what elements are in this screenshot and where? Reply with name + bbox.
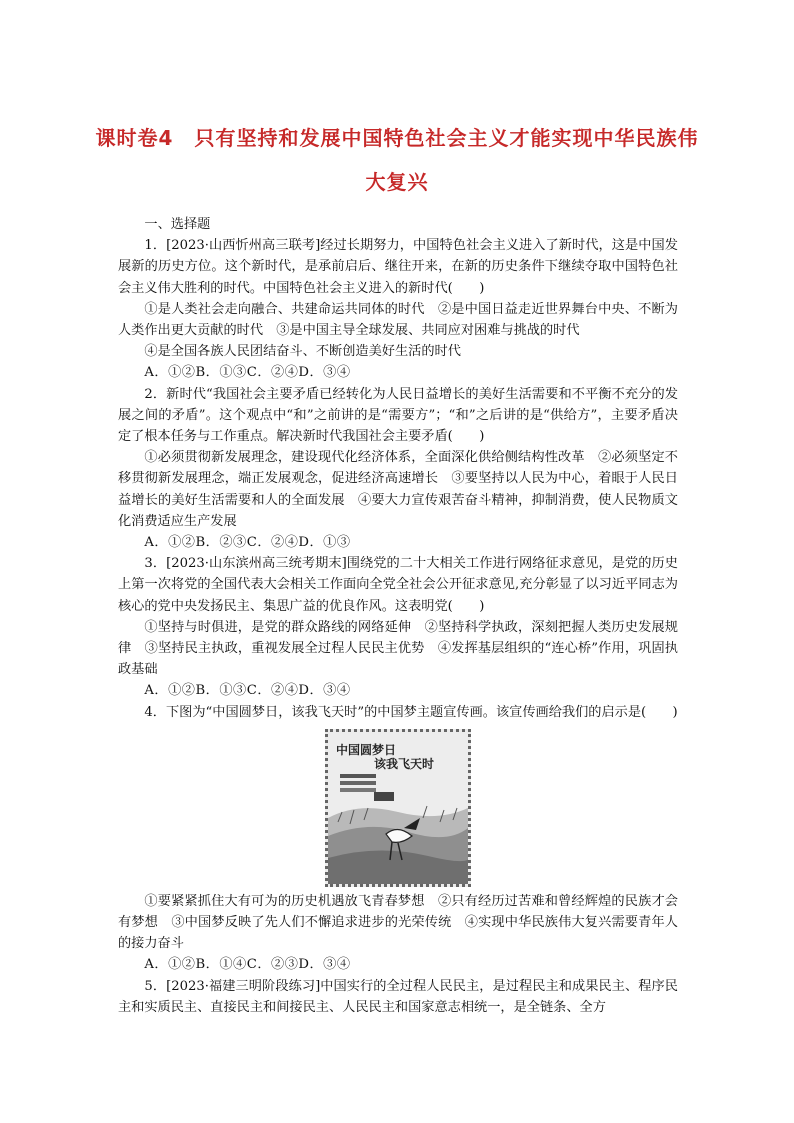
poster-text-line2: 该我飞天时 [374, 756, 435, 771]
question-3-options: A．①②B．①③C．②④D．③④ [144, 683, 351, 699]
propaganda-poster-image [325, 729, 471, 887]
question-1-options: A．①②B．①③C．②④D．③④ [144, 365, 351, 381]
question-4-items: ①要紧紧抓住大有可为的历史机遇放飞青春梦想 ②只有经历过苦难和曾经辉煌的民族才会有梦想 ③中国梦反映了先人们不懈追求进步的光荣传统 ④实现中华民族伟大复兴需要青年人的接力奋斗 [118, 893, 678, 952]
question-1-items: ①是人类社会走向融合、共建命运共同体的时代 ②是中国日益走近世界舞台中央、不断为人类作出更大贡献的时代 ③是中国主导全球发展、共同应对困难与挑战的时代 [118, 301, 678, 339]
question-1-items-extra: ④是全国各族人民团结奋斗、不断创造美好生活的时代 [144, 344, 461, 360]
question-2-items: ①必须贯彻新发展理念，建设现代化经济体系，全面深化供给侧结构性改革 ②必须坚定不移贯彻新发展理念，端正发展观念，促进经济高速增长 ③要坚持以人民为中心，着眼于人民日益增长的美好生活需要和人的全面发展 ④要大力宣传艰苦奋斗精神，抑制消费，使人民物质文化消费适应生产发展 [118, 450, 678, 529]
question-4-options: A．①②B．①④C．②③D．③④ [144, 957, 351, 973]
question-content [118, 214, 678, 1018]
page-title-line1: 课时卷4 只有坚持和发展中国特色社会主义才能实现中华民族伟 [95, 126, 699, 150]
question-5-stem: 5．[2023·福建三明阶段练习]中国实行的全过程人民民主，是过程民主和成果民主、程序民主和实质民主、直接民主和间接民主、人民民主和国家意志相统一，是全链条、全方 [118, 978, 678, 1015]
question-1-stem: 1．[2023·山西忻州高三联考]经过长期努力，中国特色社会主义进入了新时代，这是中国发展新的历史方位。这个新时代，是承前启后、继往开来，在新的历史条件下继续夺取中国特色社会主义伟大胜利的时代。中国特色社会主义进入的新时代( ) [118, 238, 678, 296]
section-heading: 一、选择题 [144, 217, 211, 232]
question-2-options: A．①②B．②③C．②④D．①③ [144, 535, 351, 551]
question-2-stem: 2．新时代“我国社会主要矛盾已经转化为人民日益增长的美好生活需要和不平衡不充分的发展之间的矛盾”。这个观点中“和”之前讲的是“需要方”；“和”之后讲的是“供给方”，主要矛盾决定了根本任务与工作重点。解决新时代我国社会主要矛盾( ) [118, 386, 678, 445]
question-3-stem: 3．[2023·山东滨州高三统考期末]围绕党的二十大相关工作进行网络征求意见，是党的历史上第一次将党的全国代表大会相关工作面向全党全社会公开征求意见,充分彰显了以习近平同志为核心的党中央发扬民主、集思广益的优良作风。这表明党( ) [118, 556, 678, 614]
question-4-stem: 4．下图为“中国圆梦日，该我飞天时”的中国梦主题宣传画。该宣传画给我们的启示是( ) [144, 704, 678, 720]
question-3-items: ①坚持与时俱进，是党的群众路线的网络延伸 ②坚持科学执政，深刻把握人类历史发展规律 ③坚持民主执政，重视发展全过程人民民主优势 ④发挥基层组织的“连心桥”作用，巩固执政基础 [118, 619, 678, 678]
page-title-line2: 大复兴 [365, 170, 429, 194]
poster-text-line1: 中国圆梦日 [336, 742, 397, 757]
